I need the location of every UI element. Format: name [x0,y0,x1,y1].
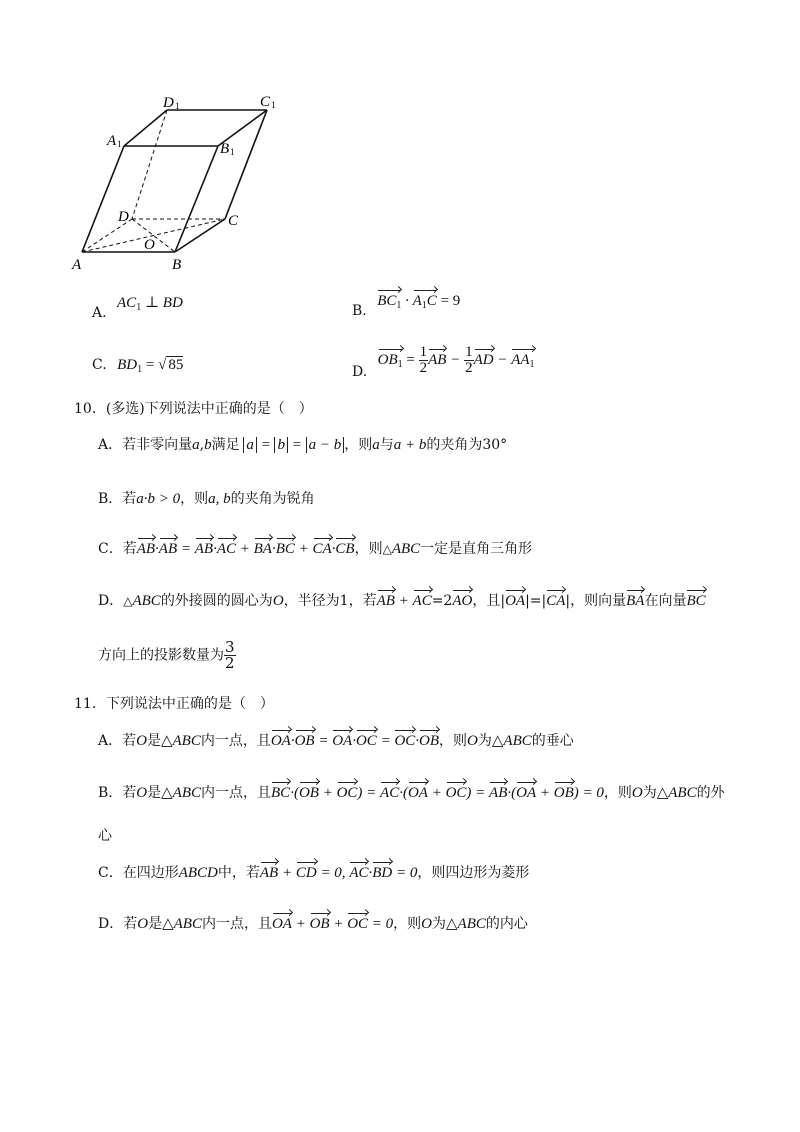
label-D: D [118,209,129,225]
q9-option-a[interactable]: A. $AC_1$ ⊥ BD [92,295,183,321]
q10-option-d[interactable]: D．△ABC的外接圆的圆心为O，半径为1，若AB + AC=2AO，且|OA|=|CA|，则向量BA在向量BC [98,593,706,609]
q11-option-d[interactable]: D．若O是△ABC内一点，且OA + OB + OC = 0，则O为△ABC的内心 [98,916,528,932]
q11-option-b[interactable]: B．若O是△ABC内一点，且BC·(OB + OC) = AC·(OA + OC) = AB·(OA + OB) = 0，则O为△ABC的外 [98,785,725,801]
q9-option-b[interactable]: B. $BC_1 \cdot A_1C = 9$ [352,293,461,319]
q10-option-a[interactable]: A．若非零向量a,b满足 a = b = a − b ，则a与a + b的夹角为30° [98,437,508,453]
label-A: A [72,257,82,273]
label-C: C [228,213,239,229]
q10-option-b[interactable]: B．若a·b > 0，则a, b的夹角为锐角 [98,491,315,507]
svg-text:1: 1 [117,139,122,149]
label-B1: B [220,141,230,157]
label-C1: C [260,94,271,110]
label-O: O [144,237,155,253]
svg-text:1: 1 [271,100,276,110]
q11-option-a[interactable]: A．若O是△ABC内一点，且OA·OB = OA·OC = OC·OB，则O为△ABC的垂心 [98,733,574,749]
q11-stem: 11．下列说法中正确的是（ ） [74,696,274,712]
q10-option-c[interactable]: C．若AB·AB = AB·AC + BA·BC + CA·CB，则△ABC一定是直角三角形 [98,541,533,557]
q9-option-c[interactable]: C. $BD_1$ = √ 85 [92,357,184,375]
q9-option-d[interactable]: D. $OB_1$ = $\frac{1}{2}$ AB − $\frac{1}{2}$ AD − $AA_1$ [352,344,535,380]
svg-text:1: 1 [230,147,235,157]
q11-option-b-continued: 心 [98,828,112,844]
label-B: B [172,257,182,273]
svg-text:1: 1 [175,101,180,111]
parallelepiped-figure [60,85,300,275]
label-A1: A [107,133,117,149]
q10-option-d-continued: 方向上的投影数量为 $\frac{3}{2}$ [98,638,235,672]
label-D1: D [163,95,174,111]
q10-stem: 10．(多选)下列说法中正确的是（ ） [74,401,313,417]
q11-option-c[interactable]: C．在四边形ABCD中，若AB + CD = 0, AC·BD = 0，则四边形为菱形 [98,865,530,881]
